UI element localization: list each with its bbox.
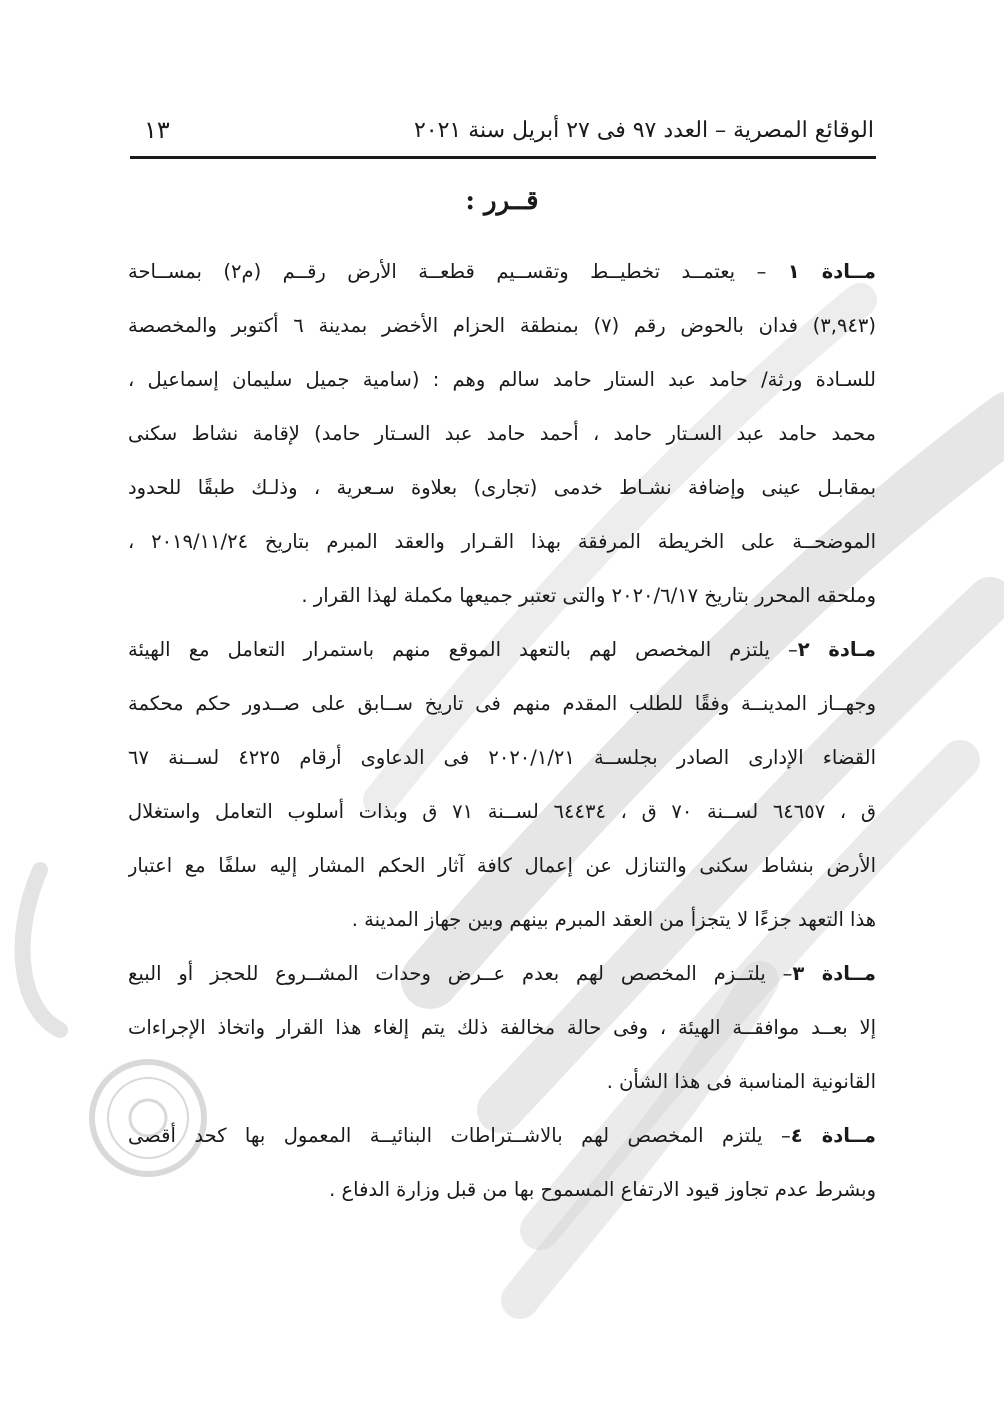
article-line: مــادة ٤– يلتزم المخصص لهم بالاشــتراطات البنائيــة المعمول بها كحد أقصى xyxy=(128,1124,876,1147)
article-label: مــادة ٤ xyxy=(790,1124,876,1147)
article-1 xyxy=(128,245,876,623)
gazette-header-title: الوقائع المصرية – العدد ٩٧ فى ٢٧ أبريل سنة ٢٠٢١ xyxy=(413,118,874,143)
article-line: وملحقه المحرر بتاريخ ٢٠٢٠/٦/١٧ والتى تعتبر جميعها مكملة لهذا القرار . xyxy=(301,584,876,607)
article-line: الموضحــة على الخريطة المرفقة بهذا القـرار والعقد المبرم بتاريخ ٢٠١٩/١١/٢٤ ، xyxy=(128,530,876,553)
article-line: هذا التعهد جزءًا لا يتجزأ من العقد المبرم بينهم وبين جهاز المدينة . xyxy=(351,908,876,931)
article-label: مـادة ٢ xyxy=(797,638,876,661)
article-line: إلا بعــد موافقــة الهيئة ، وفى حالة مخالفة ذلك يتم إلغاء هذا القرار واتخاذ الإجراءات xyxy=(128,1016,876,1039)
article-3 xyxy=(128,947,876,1109)
page-header xyxy=(130,112,874,154)
decision-body xyxy=(128,245,876,1217)
article-line: القانونية المناسبة فى هذا الشأن . xyxy=(606,1070,876,1093)
article-line: مـادة ٢– يلتزم المخصص لهم بالتعهد الموقع منهم باستمرار التعامل مع الهيئة xyxy=(128,638,876,661)
article-line: مــادة ١ – يعتمــد تخطيــط وتقســيم قطعــة الأرض رقــم (م٢) بمســاحة xyxy=(128,260,876,283)
article-line: وجهــاز المدينــة وفقًا للطلب المقدم منهم فى تاريخ ســابق على صــدور حكم محكمة xyxy=(128,692,876,715)
article-line: محمد حامد عبد السـتار حامد ، أحمد حامد عبد السـتار حامد) لإقامة نشاط سكنى xyxy=(128,422,876,445)
article-line: للسـادة ورثة/ حامد عبد الستار حامد سالم وهم : (سامية جميل سليمان إسماعيل ، xyxy=(128,368,876,391)
article-line: (٣,٩٤٣) فدان بالحوض رقم (٧) بمنطقة الحزام الأخضر بمدينة ٦ أكتوبر والمخصصة xyxy=(128,314,876,337)
article-line: ق ، ٦٤٦٥٧ لســنة ٧٠ ق ، ٦٤٤٣٤ لســنة ٧١ ق وبذات أسلوب التعامل واستغلال xyxy=(128,800,876,823)
article-line: القضاء الإدارى الصادر بجلســة ٢٠٢٠/١/٢١ فى الدعاوى أرقام ٤٢٢٥ لســنة ٦٧ xyxy=(128,746,876,769)
watermark-stroke xyxy=(23,870,60,1030)
article-label: مــادة ١ xyxy=(787,260,876,283)
header-divider xyxy=(130,156,876,159)
article-line: الأرض بنشاط سكنى والتنازل عن إعمال كافة آثار الحكم المشار إليه سلفًا مع اعتبار xyxy=(128,854,876,877)
decision-heading: قــرر : xyxy=(465,186,539,216)
article-4 xyxy=(128,1109,876,1217)
article-line: بمقابـل عينى وإضافة نشـاط خدمى (تجارى) بعلاوة سـعرية ، وذلـك طبقًا للحدود xyxy=(128,476,876,499)
article-2 xyxy=(128,623,876,947)
article-line: وبشرط عدم تجاوز قيود الارتفاع المسموح بها من قبل وزارة الدفاع . xyxy=(329,1178,876,1201)
article-label: مــادة ٣ xyxy=(792,962,876,985)
article-line: مــادة ٣– يلتــزم المخصص لهم بعدم عــرض وحدات المشــروع للحجز أو البيع xyxy=(128,962,876,985)
page-number: ١٣ xyxy=(144,116,170,144)
